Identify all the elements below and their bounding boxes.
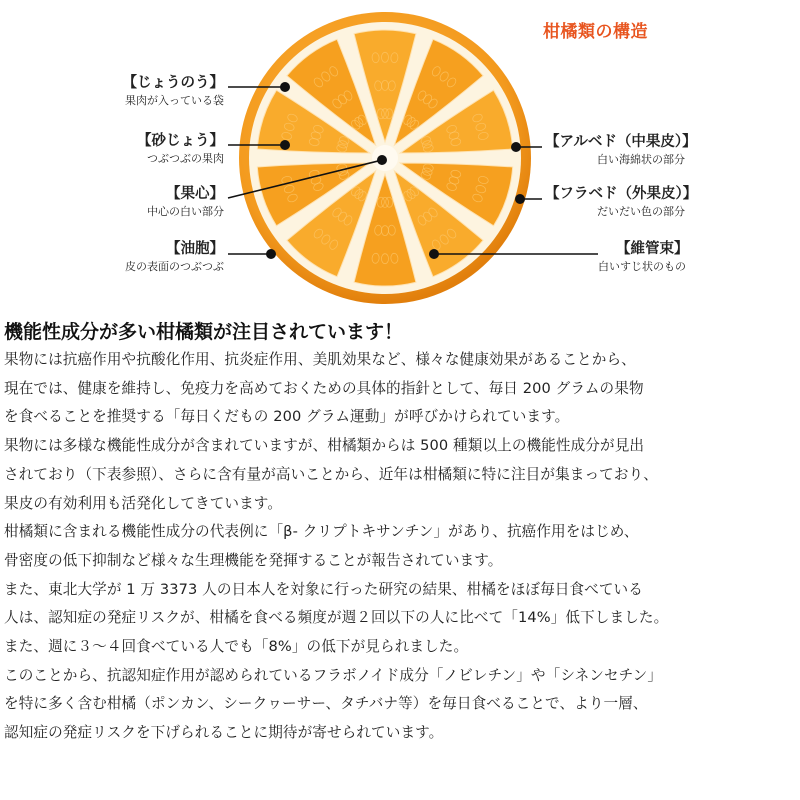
diagram-title: 柑橘類の構造 xyxy=(543,22,648,42)
text-line: また、週に３～４回食べている人でも「8%」の低下が見られました。 xyxy=(4,638,469,656)
text-line: 柑橘類に含まれる機能性成分の代表例に「β- クリプトキサンチン」があり、抗癌作用をはじめ、 xyxy=(4,523,639,541)
article xyxy=(0,318,800,748)
paragraph-1 xyxy=(0,346,800,432)
text-line: を食べることを推奨する「毎日くだもの 200 グラム運動」が呼びかけられています。 xyxy=(4,408,570,426)
label-albedo xyxy=(545,133,697,167)
label-yuhou-desc: 皮の表面のつぶつぶ xyxy=(125,260,224,273)
text-line: 骨密度の低下抑制など様々な生理機能を発揮することが報告されています。 xyxy=(4,551,503,569)
paragraph-5 xyxy=(0,662,800,748)
label-flavedo-desc: だいだい色の部分 xyxy=(597,205,685,218)
label-sajou-name: 【砂じょう】 xyxy=(137,133,224,149)
text-line: 果物には多様な機能性成分が含まれていますが、柑橘類からは 500 種類以上の機能性成分が見出 xyxy=(4,437,645,455)
label-kashin-desc: 中心の白い部分 xyxy=(147,205,224,218)
text-line: 認知症の発症リスクを下げられることに期待が寄せられています。 xyxy=(4,724,444,742)
leader-dot-albedo xyxy=(511,142,521,152)
leader-dot-ikansoku xyxy=(429,249,439,259)
leader-dot-kashin xyxy=(377,155,387,165)
paragraph-3 xyxy=(0,518,800,575)
text-line: 果皮の有効利用も活発化してきています。 xyxy=(4,494,283,512)
label-ikansoku-name: 【維管束】 xyxy=(616,241,689,257)
leader-dot-flavedo xyxy=(515,194,525,204)
label-sajou-desc: つぶつぶの果肉 xyxy=(147,152,224,165)
label-sajou xyxy=(137,132,224,166)
label-jonoh-desc: 果肉が入っている袋 xyxy=(125,94,224,107)
paragraph-4 xyxy=(0,576,800,662)
label-ikansoku xyxy=(598,240,689,274)
text-line: 人は、認知症の発症リスクが、柑橘を食べる頻度が週２回以下の人に比べて「14%」低下しました。 xyxy=(4,609,669,627)
label-jonoh-name: 【じょうのう】 xyxy=(122,75,224,91)
label-flavedo xyxy=(545,185,697,219)
paragraph-2 xyxy=(0,432,800,518)
leader-dot-sajou xyxy=(280,140,290,150)
label-flavedo-name: 【フラベド（外果皮）】 xyxy=(545,186,698,202)
text-line: されており（下表参照）、さらに含有量が高いことから、近年は柑橘類に特に注目が集まっており、 xyxy=(4,465,658,483)
label-albedo-name: 【アルベド（中果皮）】 xyxy=(545,134,697,150)
text-line: 果物には抗癌作用や抗酸化作用、抗炎症作用、美肌効果など、様々な健康効果があることから、 xyxy=(4,351,636,368)
text-line: また、東北大学が 1 万 3373 人の日本人を対象に行った研究の結果、柑橘をほぼ毎日食べている xyxy=(4,580,643,598)
article-title: 機能性成分が多い柑橘類が注目されています！ xyxy=(4,321,404,343)
label-kashin xyxy=(147,185,224,219)
label-jonoh xyxy=(123,74,225,108)
label-kashin-name: 【果心】 xyxy=(166,186,224,202)
label-albedo-desc: 白い海綿状の部分 xyxy=(597,153,685,166)
leader-dot-jonoh xyxy=(280,82,290,92)
text-line: 現在では、健康を維持し、免疫力を高めておくための具体的指針として、毎日 200 グラムの果物 xyxy=(4,379,644,397)
label-yuhou-name: 【油胞】 xyxy=(166,241,224,257)
citrus-structure-diagram xyxy=(0,0,800,305)
label-ikansoku-desc: 白いすじ状のもの xyxy=(598,260,686,273)
leader-dot-yuhou xyxy=(266,249,276,259)
article-body xyxy=(0,346,800,748)
label-yuhou xyxy=(125,240,224,274)
text-line: このことから、抗認知症作用が認められているフラボノイド成分「ノビレチン」や「シネンセチン」 xyxy=(4,666,663,684)
text-line: を特に多く含む柑橘（ポンカン、シークヮーサー、タチバナ等）を毎日食べることで、より一層、 xyxy=(4,695,648,713)
